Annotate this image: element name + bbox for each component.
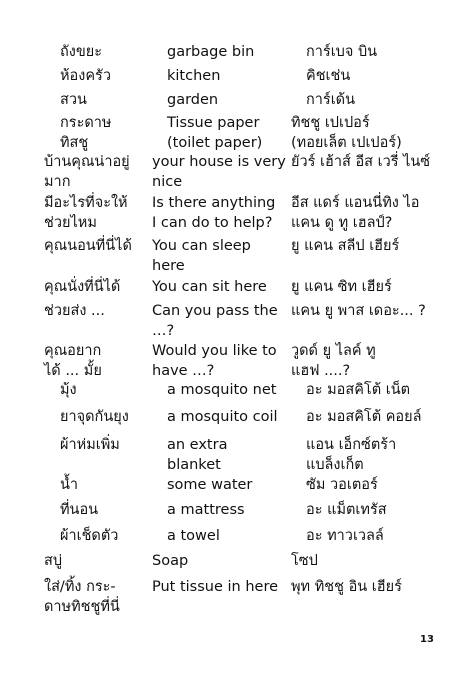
thai-term: ที่นอน — [60, 502, 99, 518]
thai-pronunciation: ซัม วอเตอร์ — [306, 477, 378, 493]
thai-term: ใส่/ทิ้ง กระ- ดาษทิชชูที่นี่ — [44, 579, 120, 615]
thai-term: คุณอยาก ได้ ... มั้ย — [44, 343, 102, 379]
thai-pronunciation: อีส แดร์ แอนนี่ทิง ไอ แคน ดู ทู เฮลป์? — [291, 195, 420, 231]
thai-pronunciation: พุท ทิชชู อิน เฮียร์ — [291, 579, 402, 595]
thai-pronunciation: วูดด์ ยู ไลค์ ทู แฮฟ ....? — [291, 343, 376, 379]
thai-term: คุณนั่งที่นี่ได้ — [44, 279, 121, 295]
thai-term: ห้องครัว — [60, 68, 111, 84]
thai-pronunciation: ยู แคน สลีป เฮียร์ — [291, 238, 400, 254]
english-term: Soap — [152, 553, 189, 569]
thai-pronunciation: แอน เอ็กซ์ตร้า แบล็งเก็ต — [306, 437, 397, 473]
english-term: Is there anything I can do to help? — [152, 195, 276, 231]
thai-term: มีอะไรที่จะให้ ช่วยไหม — [44, 195, 128, 231]
english-term: a mattress — [167, 502, 245, 518]
thai-term: ช่วยส่ง ... — [44, 303, 105, 319]
thai-term: ถังขยะ — [60, 44, 103, 60]
thai-term: ผ้าเช็ดตัว — [60, 528, 119, 544]
thai-pronunciation: โซป — [291, 553, 318, 569]
thai-term: สบู่ — [44, 553, 63, 569]
english-term: You can sit here — [152, 279, 267, 295]
english-term: Put tissue in here — [152, 579, 279, 595]
english-term: You can sleep here — [152, 238, 251, 274]
thai-pronunciation: การ์เบจ บิน — [306, 44, 378, 60]
thai-pronunciation: อะ มอสคิโต้ คอยล์ — [306, 409, 422, 425]
english-term: Can you pass the …? — [152, 303, 278, 339]
thai-term: ยาจุดกันยุง — [60, 409, 129, 425]
english-term: your house is very nice — [152, 154, 286, 190]
english-term: garden — [167, 92, 219, 108]
thai-pronunciation: แคน ยู พาส เดอะ... ? — [291, 303, 426, 319]
thai-pronunciation: การ์เด้น — [306, 92, 355, 108]
thai-term: สวน — [60, 92, 87, 108]
thai-pronunciation: อะ ทาวเวลล์ — [306, 528, 384, 544]
english-term: garbage bin — [167, 44, 255, 60]
english-term: a mosquito coil — [167, 409, 278, 425]
thai-pronunciation: ยู แคน ซิท เฮียร์ — [291, 279, 392, 295]
english-term: a towel — [167, 528, 220, 544]
thai-term: น้ำ — [60, 477, 79, 493]
thai-term: ผ้าห่มเพิ่ม — [60, 437, 120, 453]
english-term: some water — [167, 477, 253, 493]
page-number: 13 — [420, 634, 434, 645]
english-term: a mosquito net — [167, 382, 277, 398]
thai-pronunciation: ยัวร์ เฮ้าส์ อีส เวรี่ ไนซ์ — [291, 154, 431, 170]
english-term: Tissue paper (toilet paper) — [167, 115, 263, 151]
thai-term: บ้านคุณน่าอยู่ มาก — [44, 154, 130, 190]
thai-term: คุณนอนที่นี่ได้ — [44, 238, 132, 254]
english-term: an extra blanket — [167, 437, 228, 473]
english-term: kitchen — [167, 68, 221, 84]
thai-pronunciation: คิชเช่น — [306, 68, 351, 84]
thai-pronunciation: ทิชชู เปเปอร์ (ทอยเล็ต เปเปอร์) — [291, 115, 402, 151]
thai-pronunciation: อะ มอสคิโต้ เน็ต — [306, 382, 411, 398]
english-term: Would you like to have …? — [152, 343, 277, 379]
thai-term: กระดาษ ทิสชู — [60, 115, 112, 151]
thai-term: มุ้ง — [60, 382, 77, 398]
thai-pronunciation: อะ แม็ตเทรัส — [306, 502, 387, 518]
